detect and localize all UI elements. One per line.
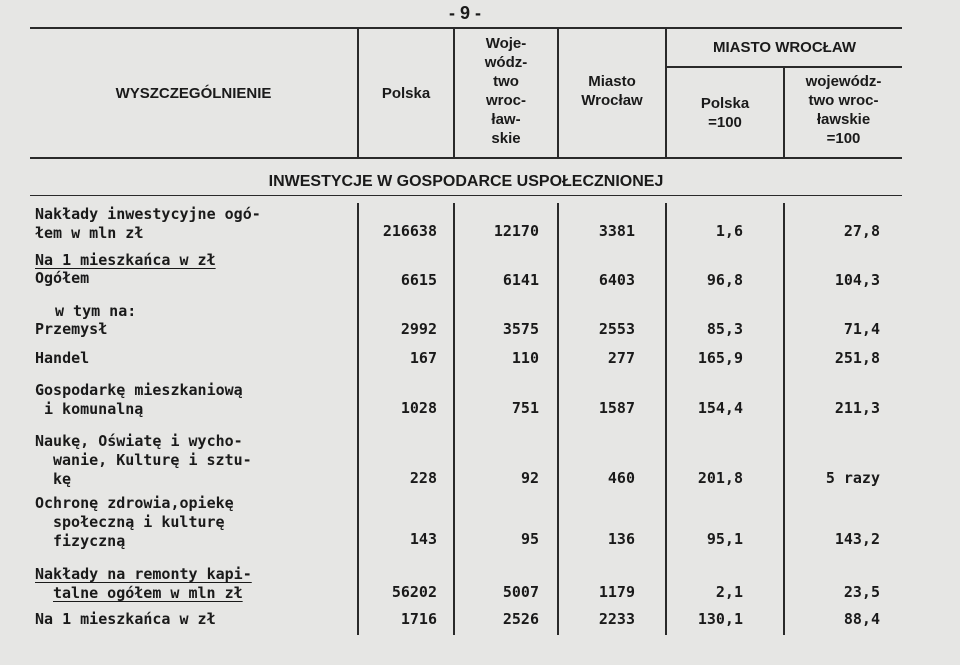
row-label: Nakłady na remonty kapi- talne ogółem w mln zł (35, 565, 252, 602)
cell-woj: 3575 (502, 320, 539, 338)
cell-woj100: 143,2 (834, 530, 880, 548)
header-polska: Polska (381, 85, 431, 102)
cell-polska: 1028 (400, 399, 437, 417)
row-label: Gospodarkę mieszkaniową i komunalną (35, 381, 243, 418)
table-top-rule (30, 27, 902, 29)
cell-polska: 1716 (400, 610, 437, 628)
row-label: Ogółem (35, 269, 90, 287)
body-sep-5 (783, 203, 785, 635)
cell-pl100: 154,4 (697, 399, 743, 417)
cell-woj100: 71,4 (843, 320, 880, 338)
cell-pl100: 1,6 (715, 222, 743, 240)
cell-polska: 2992 (400, 320, 437, 338)
cell-woj: 12170 (493, 222, 539, 240)
cell-woj: 95 (520, 530, 539, 548)
page-number: - 9 - (448, 3, 481, 23)
cell-woj: 6141 (502, 271, 539, 289)
cell-miasto: 460 (607, 469, 635, 487)
cell-pl100: 165,9 (697, 349, 743, 367)
cell-pl100: 201,8 (697, 469, 743, 487)
cell-pl100: 2,1 (715, 583, 743, 601)
cell-polska: 228 (409, 469, 437, 487)
row-subheading: Na 1 mieszkańca w zł (35, 251, 216, 269)
header-miasto: Miasto Wrocław (581, 73, 643, 109)
cell-miasto: 3381 (598, 222, 635, 240)
cell-miasto: 1179 (598, 583, 635, 601)
row-label: Handel (35, 349, 90, 367)
cell-miasto: 1587 (598, 399, 635, 417)
body-sep-4 (665, 203, 667, 635)
header-bottom-rule (30, 157, 902, 159)
cell-polska: 143 (409, 530, 437, 548)
header-woj-100: wojewódz- two wroc- ławskie =100 (805, 73, 882, 147)
cell-miasto: 2553 (598, 320, 635, 338)
section-title: INWESTYCJE W GOSPODARCE USPOŁECZNIONEJ (268, 173, 664, 190)
cell-woj100: 23,5 (843, 583, 880, 601)
cell-woj: 5007 (502, 583, 539, 601)
body-sep-1 (357, 203, 359, 635)
cell-woj100: 104,3 (834, 271, 880, 289)
cell-miasto: 277 (607, 349, 635, 367)
cell-woj: 751 (511, 399, 539, 417)
body-sep-3 (557, 203, 559, 635)
cell-woj: 110 (511, 349, 539, 367)
cell-miasto: 6403 (598, 271, 635, 289)
header-group-miasto-wroclaw: MIASTO WROCŁAW (712, 39, 857, 56)
row-label: Przemysł (35, 320, 108, 338)
cell-polska: 56202 (391, 583, 437, 601)
header-wyszczegolnienie: WYSZCZEGÓLNIENIE (115, 85, 272, 102)
cell-woj: 2526 (502, 610, 539, 628)
row-subheading: w tym na: (55, 302, 137, 320)
cell-polska: 167 (409, 349, 437, 367)
cell-pl100: 95,1 (706, 530, 743, 548)
body-sep-2 (453, 203, 455, 635)
cell-woj100: 211,3 (834, 399, 880, 417)
cell-polska: 6615 (400, 271, 437, 289)
cell-woj100: 27,8 (843, 222, 880, 240)
cell-pl100: 85,3 (706, 320, 743, 338)
cell-pl100: 130,1 (697, 610, 743, 628)
cell-polska: 216638 (382, 222, 437, 240)
row-label: Na 1 mieszkańca w zł (35, 610, 216, 628)
header-wojewodztwo: Woje- wódz- two wroc- ław- skie (484, 35, 528, 147)
cell-woj100: 88,4 (843, 610, 880, 628)
cell-woj100: 251,8 (834, 349, 880, 367)
cell-pl100: 96,8 (706, 271, 743, 289)
header-polska-100: Polska =100 (700, 95, 750, 131)
row-label: Naukę, Oświatę i wycho- wanie, Kulturę i sztu- kę (35, 432, 252, 488)
cell-woj: 92 (520, 469, 539, 487)
row-label: Nakłady inwestycyjne ogó- łem w mln zł (35, 205, 261, 242)
cell-miasto: 136 (607, 530, 635, 548)
cell-woj100: 5 razy (825, 469, 880, 487)
section-rule (30, 195, 902, 196)
cell-miasto: 2233 (598, 610, 635, 628)
row-label: Ochronę zdrowia,opiekę społeczną i kulturę fizyczną (35, 494, 234, 550)
